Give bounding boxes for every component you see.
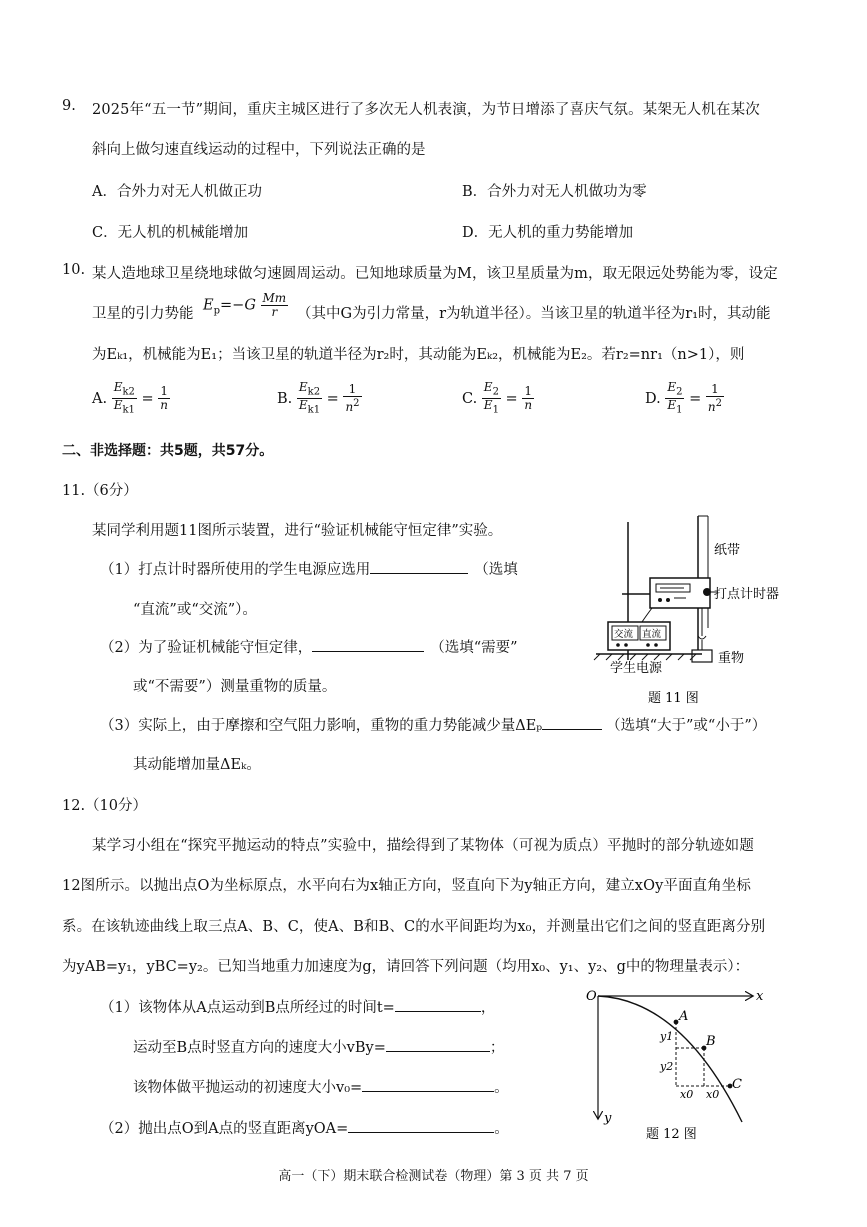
fig12-y1-label: y1	[660, 1030, 674, 1043]
q11-part1-cont: “直流”或“交流”）。	[133, 602, 257, 618]
q10-number: 10.	[62, 262, 86, 278]
q12-line2: 12图所示。以抛出点O为坐标原点，水平向右为x轴正方向，竖直向下为y轴正方向，建立xOy平面直角坐标	[62, 878, 751, 894]
fig12-y-axis-label: y	[604, 1111, 612, 1126]
figure-11-apparatus	[590, 510, 810, 710]
fig12-point-c: C	[732, 1077, 742, 1092]
fig12-caption: 题 12 图	[646, 1127, 697, 1142]
fig12-x0a-label: x0	[680, 1088, 694, 1101]
fig11-label-power: 学生电源	[610, 661, 663, 676]
q12-line1: 某学习小组在“探究平抛运动的特点”实验中，描绘得到了某物体（可视为质点）平抛时的部分轨迹如题	[92, 838, 755, 854]
fig11-label-timer: 打点计时器	[714, 587, 780, 602]
q9-option-a: A．合外力对无人机做正功	[92, 184, 262, 200]
fig12-point-a: A	[679, 1009, 689, 1024]
q12-part1-vby: 运动至B点时竖直方向的速度大小vBy= ；	[133, 1036, 504, 1057]
q10-line3: 为Eₖ₁，机械能为E₁；当该卫星的轨道半径为r₂时，其动能为Eₖ₂，机械能为E₂。若r₂=nr₁（n>1），则	[92, 347, 745, 363]
q10-option-a: A. $\frac{E_{k2}}{E_{k1}}$ = $\frac{1}{n}$	[92, 380, 168, 416]
q12-part1-v0: 该物体做平抛运动的初速度大小v₀= 。	[133, 1076, 509, 1097]
q10-line2-pre: 卫星的引力势能	[92, 306, 194, 322]
fig11-label-weight: 重物	[718, 651, 745, 666]
q11-part3: （3）实际上，由于摩擦和空气阻力影响，重物的重力势能减少量ΔEₚ （选填“大于”或“小于”）	[100, 714, 766, 735]
fig12-x0b-label: x0	[706, 1088, 720, 1101]
q9-stem-line1: 2025年“五一节”期间，重庆主城区进行了多次无人机表演，为节日增添了喜庆气氛。某架无人机在某次	[92, 102, 760, 118]
fig12-origin-label: O	[586, 989, 597, 1004]
q9-option-d: D．无人机的重力势能增加	[462, 225, 634, 241]
fig12-x-axis-label: x	[756, 989, 764, 1004]
q12-part1-time: （1）该物体从A点运动到B点所经过的时间t= ，	[100, 996, 495, 1017]
fig12-y2-label: y2	[660, 1060, 674, 1073]
q9-option-b: B．合外力对无人机做功为零	[462, 184, 647, 200]
q10-option-d: D. $\frac{E_2}{E_1}$ = $\frac{1}{n^2}$	[645, 380, 722, 416]
q11-part3-cont: 其动能增加量ΔEₖ。	[133, 757, 261, 773]
q9-stem-line2: 斜向上做匀速直线运动的过程中，下列说法正确的是	[92, 142, 426, 158]
q9-option-c: C．无人机的机械能增加	[92, 225, 249, 241]
fig11-label-dc: 直流	[642, 629, 662, 640]
q11-part2-cont: 或“不需要”）测量重物的质量。	[133, 679, 337, 695]
q12-line3: 系。在该轨迹曲线上取三点A、B、C，使A、B和B、C的水平间距均为x₀，并测量出它们之间的竖直距离分别	[62, 919, 766, 935]
q9-number: 9.	[62, 98, 76, 114]
fig12-point-b: B	[706, 1034, 716, 1049]
page-footer: 高一（下）期末联合检测试卷（物理）第 3 页 共 7 页	[278, 1169, 589, 1184]
section2-title: 二、非选择题：共5题，共57分。	[62, 443, 274, 459]
fig11-label-ac: 交流	[614, 629, 634, 640]
q10-line1: 某人造地球卫星绕地球做匀速圆周运动。已知地球质量为M，该卫星质量为m，取无限远处势能为零，设定	[92, 266, 778, 282]
q10-option-c: C. $\frac{E_2}{E_1}$ = $\frac{1}{n}$	[462, 380, 533, 416]
q12-header: 12.（10分）	[62, 798, 148, 814]
q11-part2: （2）为了验证机械能守恒定律， （选填“需要”	[100, 636, 518, 657]
q11-header: 11.（6分）	[62, 483, 138, 499]
q12-line4: 为yAB=y₁，yBC=y₂。已知当地重力加速度为g，请回答下列问题（均用x₀、y₁、y₂、g中的物理量表示）：	[62, 959, 750, 975]
fig11-label-tape: 纸带	[714, 543, 741, 558]
q12-part2: （2）抛出点O到A点的竖直距离yOA= 。	[100, 1117, 509, 1138]
q10-line2-post: （其中G为引力常量，r为轨道半径）。当该卫星的轨道半径为r₁时，其动能	[297, 306, 771, 322]
q11-intro: 某同学利用题11图所示装置，进行“验证机械能守恒定律”实验。	[92, 523, 503, 539]
figure-12-trajectory	[582, 982, 772, 1146]
q11-part1: （1）打点计时器所使用的学生电源应选用 （选填	[100, 558, 518, 579]
q10-option-b: B. $\frac{E_{k2}}{E_{k1}}$ = $\frac{1}{n^2}$	[277, 380, 360, 416]
q10-potential-formula: $E_p=-G$ $\frac{Mm}{r}$	[203, 291, 287, 319]
fig11-caption: 题 11 图	[648, 691, 699, 706]
